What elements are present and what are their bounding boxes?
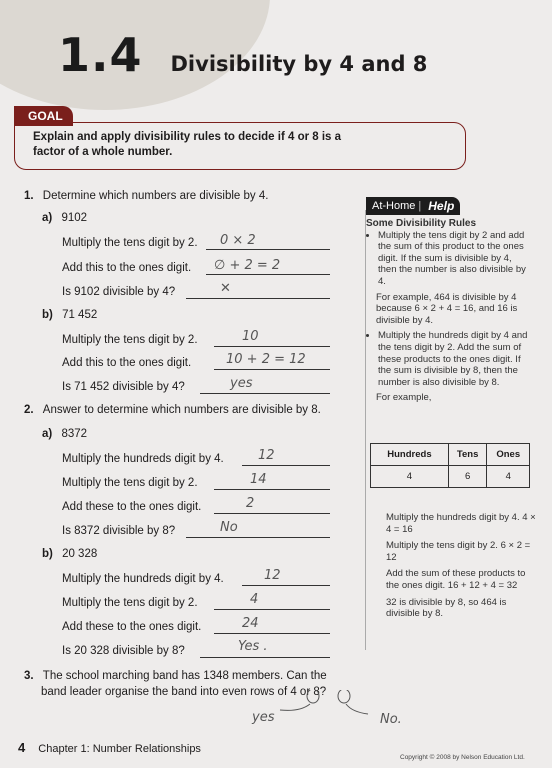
table-cell: 4 xyxy=(371,466,449,488)
answer-line[interactable] xyxy=(214,333,330,347)
section-title: Divisibility by 4 and 8 xyxy=(170,52,428,76)
q1a-row3: Is 9102 divisible by 4? xyxy=(62,286,176,298)
q2b-header xyxy=(42,548,97,560)
handwritten-answer: 0 × 2 xyxy=(220,233,256,248)
answer-line[interactable] xyxy=(186,285,330,299)
section-number: 1.4 xyxy=(58,28,143,82)
handwritten-answer: No xyxy=(220,520,238,535)
circle-8-mark xyxy=(338,690,350,703)
q2b-row2: Multiply the tens digit by 2. xyxy=(62,597,198,609)
q2-number: 2. xyxy=(24,404,34,416)
q2a-row4: Is 8372 divisible by 8? xyxy=(62,525,176,537)
table-header: Tens xyxy=(448,444,487,466)
answer-line[interactable] xyxy=(214,596,330,610)
help-example-2: For example, xyxy=(376,392,432,404)
page-number: 4 xyxy=(18,740,26,755)
answer-line[interactable] xyxy=(242,572,330,586)
help-step: Multiply the tens digit by 2. 6 × 2 = 12 xyxy=(386,540,531,563)
handwritten-answer: 12 xyxy=(258,448,275,463)
table-cell: 6 xyxy=(448,466,487,488)
handwritten-answer: 2 xyxy=(246,496,255,511)
handwritten-no: No. xyxy=(380,712,402,727)
help-step: 32 is divisible by 8, so 464 is divisible by 8. xyxy=(386,596,507,620)
q2a-row1: Multiply the hundreds digit by 4. xyxy=(62,453,224,465)
q1b-label: b) xyxy=(42,309,53,321)
help-tab-left: At-Home xyxy=(372,200,416,212)
q2b-number: 20 328 xyxy=(62,548,98,560)
at-home-help-panel xyxy=(366,196,530,404)
handwritten-answer: Yes . xyxy=(238,639,268,654)
handwritten-answer: 12 xyxy=(264,568,281,583)
handwritten-answer: ∅ + 2 = 2 xyxy=(214,258,281,273)
circle-4-mark xyxy=(307,690,319,703)
help-tab xyxy=(366,197,460,215)
chapter-title: Chapter 1: Number Relationships xyxy=(38,743,201,755)
q1b-number: 71 452 xyxy=(62,309,98,321)
table-header: Hundreds xyxy=(371,444,449,466)
answer-line[interactable] xyxy=(214,500,330,514)
handwritten-answer: yes xyxy=(230,376,253,391)
q2a-label: a) xyxy=(42,428,53,440)
q2a-header xyxy=(42,428,87,440)
table-header: Ones xyxy=(487,444,530,466)
q3-prompt xyxy=(24,670,327,682)
answer-line[interactable] xyxy=(200,380,330,394)
help-rule-1: • Multiply the tens digit by 2 and add the sum of this product to the ones digit. If the sum is divisible by 4, then the number is also divisible by 4. xyxy=(378,230,530,288)
handwritten-yes: yes xyxy=(252,710,275,725)
goal-badge: GOAL xyxy=(14,106,73,126)
q1a-header xyxy=(42,212,87,224)
q2b-row3: Add these to the ones digit. xyxy=(62,621,202,633)
q1b-row1: Multiply the tens digit by 2. xyxy=(62,334,198,346)
q2b-row1: Multiply the hundreds digit by 4. xyxy=(62,573,224,585)
help-tab-right: Help xyxy=(428,199,455,213)
goal-text-line1: Explain and apply divisibility rules to decide if 4 or 8 is a xyxy=(33,131,342,143)
q2a-row2: Multiply the tens digit by 2. xyxy=(62,477,198,489)
copyright: Copyright © 2008 by Nelson Education Ltd. xyxy=(400,754,525,761)
q1-number: 1. xyxy=(24,190,34,202)
help-tab-separator: | xyxy=(418,200,422,212)
q3-line2: band leader organise the band into even rows of 4 or 8? xyxy=(41,686,327,698)
q2a-number: 8372 xyxy=(61,428,88,440)
arrow-left xyxy=(280,704,310,710)
place-value-table xyxy=(370,443,530,488)
help-heading: Some Divisibility Rules xyxy=(366,218,477,229)
page-title xyxy=(58,28,427,82)
q2-prompt xyxy=(24,404,321,416)
help-rule-2: • Multiply the hundreds digit by 4 and the tens digit by 2. Add the sum of these products to the ones digit. If the sum is divisible by 8, then the number is also divisible by 8. xyxy=(378,330,530,388)
answer-line[interactable] xyxy=(242,452,330,466)
q1b-header xyxy=(42,309,97,321)
q2-text: Answer to determine which numbers are divisible by 8. xyxy=(42,404,321,416)
q2b-label: b) xyxy=(42,548,53,560)
goal-box xyxy=(14,122,466,170)
q1a-label: a) xyxy=(42,212,53,224)
q1a-number: 9102 xyxy=(61,212,88,224)
answer-line[interactable] xyxy=(214,476,330,490)
handwritten-answer: 10 + 2 = 12 xyxy=(226,352,306,367)
q1b-row2: Add this to the ones digit. xyxy=(62,357,192,369)
q1b-row3: Is 71 452 divisible by 4? xyxy=(62,381,185,393)
q2a-row3: Add these to the ones digit. xyxy=(62,501,202,513)
q1-text: Determine which numbers are divisible by 4. xyxy=(42,190,269,202)
handwritten-answer: 4 xyxy=(250,592,259,607)
answer-line[interactable] xyxy=(186,524,330,538)
handwritten-answer: 24 xyxy=(242,616,259,631)
help-step: Multiply the hundreds digit by 4. 4 × 4 = 16 xyxy=(386,512,536,535)
help-step: Add the sum of these products to the ones digit. 16 + 12 + 4 = 32 xyxy=(386,568,526,591)
q2b-row4: Is 20 328 divisible by 8? xyxy=(62,645,185,657)
q3-line1: The school marching band has 1348 members. Can the xyxy=(42,670,327,682)
footer-left xyxy=(18,740,201,755)
handwritten-answer: 14 xyxy=(250,472,267,487)
q1-prompt xyxy=(24,190,268,202)
handwritten-answer: 10 xyxy=(242,329,259,344)
q1a-row1: Multiply the tens digit by 2. xyxy=(62,237,198,249)
handwritten-answer: ✕ xyxy=(220,281,231,296)
help-steps xyxy=(386,512,536,625)
help-body xyxy=(366,218,530,404)
arrow-right xyxy=(346,704,368,714)
answer-line[interactable] xyxy=(214,620,330,634)
goal-text-line2: factor of a whole number. xyxy=(33,146,173,158)
q1a-row2: Add this to the ones digit. xyxy=(62,262,192,274)
table-cell: 4 xyxy=(487,466,530,488)
q3-number: 3. xyxy=(24,670,34,682)
help-example-1: For example, 464 is divisible by 4 because 6 × 2 + 4 = 16, and 16 is divisible by 4. xyxy=(376,291,518,326)
